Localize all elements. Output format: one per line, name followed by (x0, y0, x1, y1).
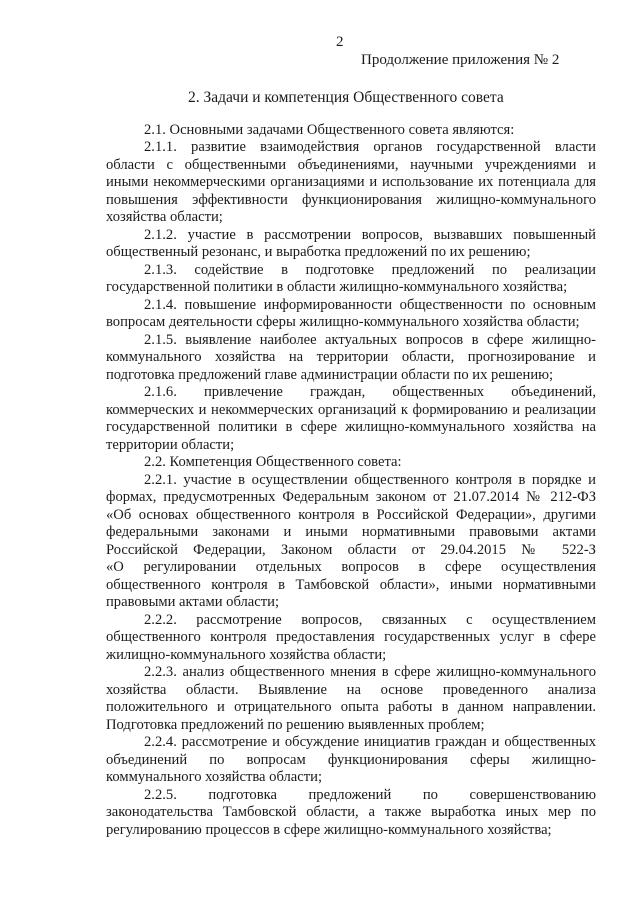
para-line: хозяйства области. Выявление на основе проведенного анализа (106, 682, 596, 698)
continuation-header: Продолжение приложения № 2 (361, 52, 560, 68)
para-line: объединений по вопросам функционирования сферы жилищно- (106, 752, 596, 768)
para-line: общественного контроля в Тамбовской области», иными нормативными (106, 577, 596, 593)
para-line: коммунального хозяйства области; (106, 769, 323, 785)
para-line: 2.2.5. подготовка предложений по совершенствованию (144, 787, 596, 803)
para-line: формах, предусмотренных Федеральным законом от 21.07.2014 № 212-ФЗ (106, 489, 596, 505)
para-line: «Об основах общественного контроля в Российской Федерации», другими (106, 507, 596, 523)
para-line: подготовка предложений главе администрации области по их решению; (106, 367, 554, 383)
para-line: «О регулировании отдельных вопросов в сфере осуществления (106, 559, 596, 575)
para-line: положительного и отрицательного опыта работы в данном направлении. (106, 699, 596, 715)
para-line: Российской Федерации, Законом области от 29.04.2015 № 522-З (106, 542, 596, 558)
para-line: иными некоммерческими организациями и использование их потенциала для (106, 174, 596, 190)
para-line: территории области; (106, 437, 235, 453)
para-line: 2.2.1. участие в осуществлении общественного контроля в порядке и (144, 472, 596, 488)
para-line: общественного контроля предоставления государственных услуг в сфере (106, 629, 596, 645)
para-line: 2.2.2. рассмотрение вопросов, связанных с осуществлением (144, 612, 596, 628)
para-line: 2.2.4. рассмотрение и обсуждение инициатив граждан и общественных (144, 734, 596, 750)
para-line: жилищно-коммунального хозяйства области; (106, 647, 387, 663)
para-line: хозяйства области; (106, 209, 223, 225)
para-line: 2.1. Основными задачами Общественного совета являются: (144, 122, 515, 138)
para-line: федеральными законами и иными нормативными правовыми актами (106, 524, 596, 540)
para-line: области с общественными объединениями, научными учреждениями и (106, 157, 596, 173)
para-line: Подготовка предложений по решению выявленных проблем; (106, 717, 485, 733)
para-line: 2.1.2. участие в рассмотрении вопросов, вызвавших повышенный (144, 227, 596, 243)
para-line: общественный резонанс, и выработка предложений по их решению; (106, 244, 531, 260)
para-line: законодательства Тамбовской области, а также выработка иных мер по (106, 804, 596, 820)
para-line: государственной политики в области жилищно-коммунального хозяйства; (106, 279, 568, 295)
para-line: вопросам деятельности сферы жилищно-коммунального хозяйства области; (106, 314, 580, 330)
para-line: 2.2.3. анализ общественного мнения в сфере жилищно-коммунального (144, 664, 596, 680)
para-line: 2.1.1. развитие взаимодействия органов государственной власти (144, 139, 596, 155)
para-line: регулированию процессов в сфере жилищно-коммунального хозяйства; (106, 822, 552, 838)
para-line: коммерческих и некоммерческих организаций к формированию и реализации (106, 402, 596, 418)
para-line: коммунального хозяйства на территории области, прогнозирование и (106, 349, 596, 365)
para-line: 2.1.6. привлечение граждан, общественных объединений, (144, 384, 596, 400)
para-line: 2.1.5. выявление наиболее актуальных вопросов в сфере жилищно- (144, 332, 596, 348)
para-line: повышения эффективности функционирования жилищно-коммунального (106, 192, 596, 208)
para-line: правовыми актами области; (106, 594, 280, 610)
section-title: 2. Задачи и компетенция Общественного совета (188, 89, 504, 106)
para-line: 2.1.3. содействие в подготовке предложений по реализации (144, 262, 596, 278)
page-number: 2 (336, 34, 344, 50)
para-line: государственной политики в сфере жилищно-коммунального хозяйства на (106, 419, 596, 435)
para-line: 2.2. Компетенция Общественного совета: (144, 454, 402, 470)
para-line: 2.1.4. повышение информированности общественности по основным (144, 297, 596, 313)
